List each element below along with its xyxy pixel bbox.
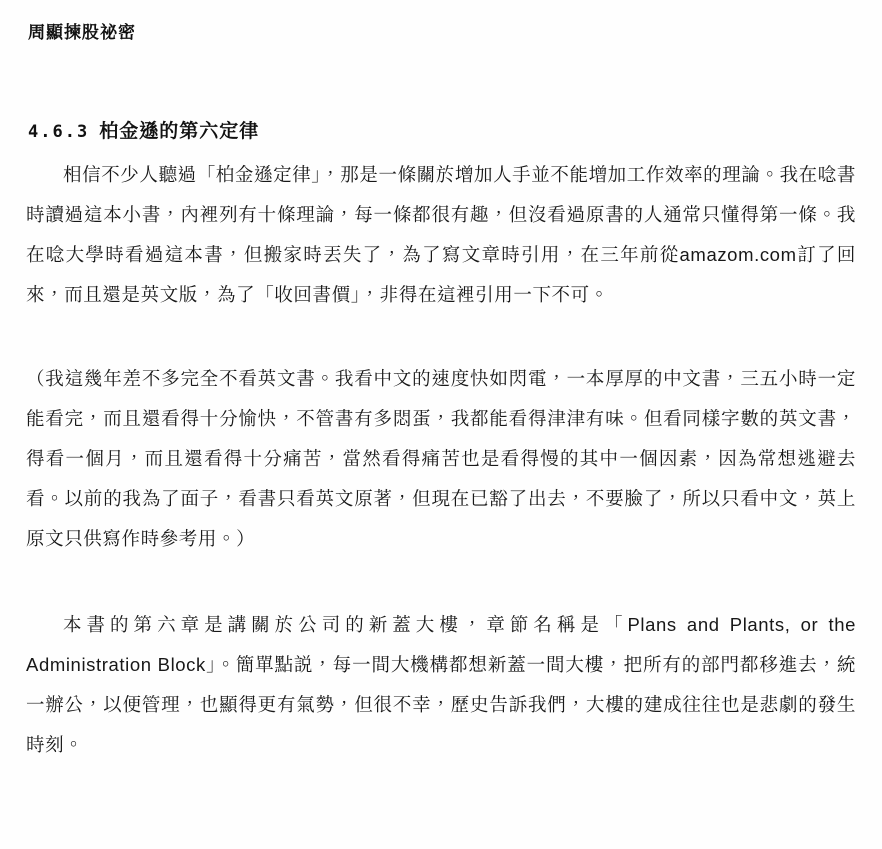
section-title: 柏金遜的第六定律 [99,121,260,143]
section-number: 4.6.3 [28,122,90,143]
running-head: 周顯揀股祕密 [28,23,136,42]
paragraph-1: 相信不少人聽過「柏金遜定律」，那是一條關於增加人手並不能增加工作效率的理論。我在唸書時讀過這本小書，內裡列有十條理論，每一條都很有趣，但沒看過原書的人通常只懂得第一條。我在唸大學時看過這本書，但搬家時丟失了，為了寫文章時引用，在三年前從amazom.com訂了回來，而且還是英文版，為了「收回書價」，非得在這裡引用一下不可。 [26,164,856,306]
paragraph-3: 本書的第六章是講關於公司的新蓋大樓，章節名稱是「Plans and Plants, or the Administration Block」。簡單點説，每一間大機構都想新蓋一間大樓，把所有的部門都移進去，統一辦公，以便管理，也顯得更有氣勢，但很不幸，歷史告訴我們，大樓的建成往往也是悲劇的發生時刻。 [26,614,856,756]
section-heading [28,116,856,143]
paragraph-2: （我這幾年差不多完全不看英文書。我看中文的速度快如閃電，一本厚厚的中文書，三五小時一定能看完，而且還看得十分愉快，不管書有多悶蛋，我都能看得津津有味。但看同樣字數的英文書，得看一個月，而且還看得十分痛苦，當然看得痛苦也是看得慢的其中一個因素，因為常想逃避去看。以前的我為了面子，看書只看英文原著，但現在已豁了出去，不要臉了，所以只看中文，英上原文只供寫作時參考用。） [26,368,856,550]
